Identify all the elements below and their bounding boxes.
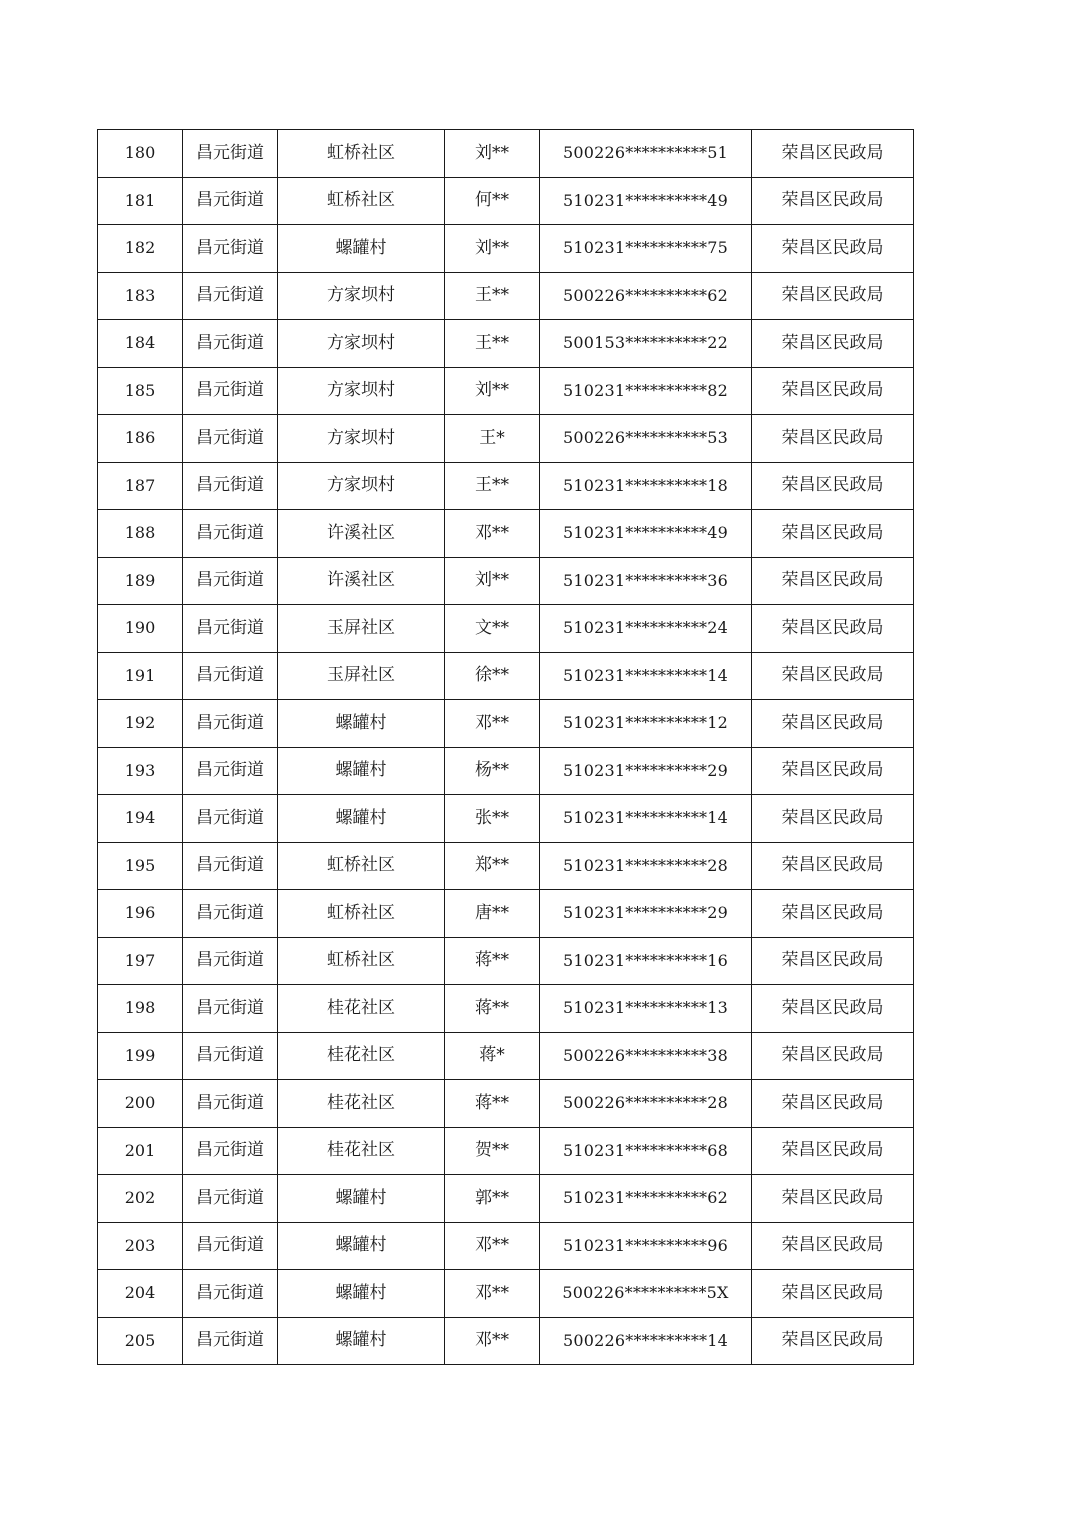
row-number-cell: 189 [98, 557, 183, 605]
person-name-cell: 唐** [445, 890, 540, 938]
community-cell: 方家坝村 [278, 272, 445, 320]
community-cell: 桂花社区 [278, 1080, 445, 1128]
agency-cell: 荣昌区民政局 [752, 1080, 914, 1128]
row-number-cell: 200 [98, 1080, 183, 1128]
person-name-cell: 蒋** [445, 985, 540, 1033]
person-name-cell: 邓** [445, 700, 540, 748]
id-number-cell: 500226**********53 [540, 415, 752, 463]
person-name-cell: 邓** [445, 1222, 540, 1270]
community-cell: 玉屏社区 [278, 652, 445, 700]
table-row [98, 605, 914, 653]
row-number-cell: 183 [98, 272, 183, 320]
community-cell: 桂花社区 [278, 1127, 445, 1175]
community-cell: 螺罐村 [278, 1175, 445, 1223]
row-number-cell: 202 [98, 1175, 183, 1223]
street-cell: 昌元街道 [183, 1317, 278, 1365]
community-cell: 桂花社区 [278, 1032, 445, 1080]
street-cell: 昌元街道 [183, 652, 278, 700]
street-cell: 昌元街道 [183, 557, 278, 605]
community-cell: 虹桥社区 [278, 177, 445, 225]
street-cell: 昌元街道 [183, 1032, 278, 1080]
street-cell: 昌元街道 [183, 937, 278, 985]
table-row [98, 130, 914, 178]
community-cell: 虹桥社区 [278, 890, 445, 938]
row-number-cell: 195 [98, 842, 183, 890]
agency-cell: 荣昌区民政局 [752, 415, 914, 463]
id-number-cell: 500226**********5X [540, 1270, 752, 1318]
community-cell: 螺罐村 [278, 795, 445, 843]
person-name-cell: 蒋** [445, 937, 540, 985]
row-number-cell: 199 [98, 1032, 183, 1080]
community-cell: 螺罐村 [278, 700, 445, 748]
street-cell: 昌元街道 [183, 795, 278, 843]
street-cell: 昌元街道 [183, 700, 278, 748]
table-row [98, 367, 914, 415]
person-name-cell: 徐** [445, 652, 540, 700]
community-cell: 虹桥社区 [278, 130, 445, 178]
street-cell: 昌元街道 [183, 1127, 278, 1175]
street-cell: 昌元街道 [183, 177, 278, 225]
agency-cell: 荣昌区民政局 [752, 225, 914, 273]
street-cell: 昌元街道 [183, 747, 278, 795]
person-name-cell: 刘** [445, 225, 540, 273]
person-name-cell: 邓** [445, 1270, 540, 1318]
person-name-cell: 文** [445, 605, 540, 653]
row-number-cell: 198 [98, 985, 183, 1033]
person-name-cell: 郑** [445, 842, 540, 890]
agency-cell: 荣昌区民政局 [752, 462, 914, 510]
community-cell: 方家坝村 [278, 320, 445, 368]
street-cell: 昌元街道 [183, 320, 278, 368]
street-cell: 昌元街道 [183, 890, 278, 938]
id-number-cell: 510231**********49 [540, 177, 752, 225]
agency-cell: 荣昌区民政局 [752, 985, 914, 1033]
street-cell: 昌元街道 [183, 225, 278, 273]
table-row [98, 225, 914, 273]
street-cell: 昌元街道 [183, 367, 278, 415]
row-number-cell: 197 [98, 937, 183, 985]
street-cell: 昌元街道 [183, 272, 278, 320]
agency-cell: 荣昌区民政局 [752, 510, 914, 558]
id-number-cell: 500226**********38 [540, 1032, 752, 1080]
id-number-cell: 510231**********68 [540, 1127, 752, 1175]
id-number-cell: 500153**********22 [540, 320, 752, 368]
street-cell: 昌元街道 [183, 415, 278, 463]
agency-cell: 荣昌区民政局 [752, 557, 914, 605]
agency-cell: 荣昌区民政局 [752, 130, 914, 178]
row-number-cell: 180 [98, 130, 183, 178]
id-number-cell: 510231**********13 [540, 985, 752, 1033]
table-row [98, 272, 914, 320]
agency-cell: 荣昌区民政局 [752, 1317, 914, 1365]
table-row [98, 937, 914, 985]
agency-cell: 荣昌区民政局 [752, 652, 914, 700]
row-number-cell: 193 [98, 747, 183, 795]
person-name-cell: 杨** [445, 747, 540, 795]
table-row [98, 842, 914, 890]
id-number-cell: 500226**********14 [540, 1317, 752, 1365]
agency-cell: 荣昌区民政局 [752, 177, 914, 225]
person-name-cell: 张** [445, 795, 540, 843]
agency-cell: 荣昌区民政局 [752, 937, 914, 985]
agency-cell: 荣昌区民政局 [752, 605, 914, 653]
table-row [98, 1317, 914, 1365]
table-row [98, 415, 914, 463]
agency-cell: 荣昌区民政局 [752, 1270, 914, 1318]
row-number-cell: 181 [98, 177, 183, 225]
person-name-cell: 王* [445, 415, 540, 463]
table-row [98, 795, 914, 843]
community-cell: 虹桥社区 [278, 842, 445, 890]
id-number-cell: 510231**********36 [540, 557, 752, 605]
id-number-cell: 510231**********24 [540, 605, 752, 653]
id-number-cell: 500226**********51 [540, 130, 752, 178]
community-cell: 方家坝村 [278, 462, 445, 510]
id-number-cell: 510231**********49 [540, 510, 752, 558]
id-number-cell: 510231**********16 [540, 937, 752, 985]
row-number-cell: 192 [98, 700, 183, 748]
person-name-cell: 刘** [445, 130, 540, 178]
community-cell: 螺罐村 [278, 1317, 445, 1365]
id-number-cell: 510231**********62 [540, 1175, 752, 1223]
street-cell: 昌元街道 [183, 1222, 278, 1270]
community-cell: 方家坝村 [278, 415, 445, 463]
table-row [98, 985, 914, 1033]
person-name-cell: 王** [445, 272, 540, 320]
id-number-cell: 510231**********75 [540, 225, 752, 273]
row-number-cell: 184 [98, 320, 183, 368]
street-cell: 昌元街道 [183, 510, 278, 558]
person-name-cell: 刘** [445, 557, 540, 605]
agency-cell: 荣昌区民政局 [752, 367, 914, 415]
agency-cell: 荣昌区民政局 [752, 700, 914, 748]
row-number-cell: 194 [98, 795, 183, 843]
records-table [97, 129, 914, 1365]
person-name-cell: 刘** [445, 367, 540, 415]
agency-cell: 荣昌区民政局 [752, 1222, 914, 1270]
table-row [98, 747, 914, 795]
person-name-cell: 蒋** [445, 1080, 540, 1128]
community-cell: 螺罐村 [278, 747, 445, 795]
community-cell: 螺罐村 [278, 1222, 445, 1270]
table-row [98, 1080, 914, 1128]
row-number-cell: 201 [98, 1127, 183, 1175]
community-cell: 螺罐村 [278, 225, 445, 273]
community-cell: 许溪社区 [278, 510, 445, 558]
person-name-cell: 贺** [445, 1127, 540, 1175]
id-number-cell: 510231**********12 [540, 700, 752, 748]
person-name-cell: 郭** [445, 1175, 540, 1223]
row-number-cell: 188 [98, 510, 183, 558]
street-cell: 昌元街道 [183, 842, 278, 890]
row-number-cell: 205 [98, 1317, 183, 1365]
row-number-cell: 191 [98, 652, 183, 700]
street-cell: 昌元街道 [183, 1270, 278, 1318]
table-row [98, 1222, 914, 1270]
community-cell: 螺罐村 [278, 1270, 445, 1318]
row-number-cell: 187 [98, 462, 183, 510]
id-number-cell: 510231**********28 [540, 842, 752, 890]
street-cell: 昌元街道 [183, 130, 278, 178]
id-number-cell: 500226**********28 [540, 1080, 752, 1128]
row-number-cell: 185 [98, 367, 183, 415]
table-row [98, 1270, 914, 1318]
agency-cell: 荣昌区民政局 [752, 747, 914, 795]
table-row [98, 890, 914, 938]
person-name-cell: 何** [445, 177, 540, 225]
street-cell: 昌元街道 [183, 462, 278, 510]
table-row [98, 1127, 914, 1175]
community-cell: 虹桥社区 [278, 937, 445, 985]
street-cell: 昌元街道 [183, 605, 278, 653]
agency-cell: 荣昌区民政局 [752, 272, 914, 320]
community-cell: 玉屏社区 [278, 605, 445, 653]
street-cell: 昌元街道 [183, 1175, 278, 1223]
community-cell: 桂花社区 [278, 985, 445, 1033]
agency-cell: 荣昌区民政局 [752, 842, 914, 890]
row-number-cell: 182 [98, 225, 183, 273]
table-row [98, 320, 914, 368]
row-number-cell: 190 [98, 605, 183, 653]
agency-cell: 荣昌区民政局 [752, 1175, 914, 1223]
community-cell: 许溪社区 [278, 557, 445, 605]
street-cell: 昌元街道 [183, 985, 278, 1033]
person-name-cell: 邓** [445, 510, 540, 558]
id-number-cell: 510231**********96 [540, 1222, 752, 1270]
agency-cell: 荣昌区民政局 [752, 320, 914, 368]
person-name-cell: 王** [445, 462, 540, 510]
table-row [98, 557, 914, 605]
row-number-cell: 186 [98, 415, 183, 463]
person-name-cell: 蒋* [445, 1032, 540, 1080]
row-number-cell: 196 [98, 890, 183, 938]
agency-cell: 荣昌区民政局 [752, 890, 914, 938]
table-row [98, 510, 914, 558]
person-name-cell: 邓** [445, 1317, 540, 1365]
id-number-cell: 510231**********18 [540, 462, 752, 510]
table-row [98, 462, 914, 510]
agency-cell: 荣昌区民政局 [752, 1127, 914, 1175]
id-number-cell: 510231**********14 [540, 795, 752, 843]
row-number-cell: 204 [98, 1270, 183, 1318]
id-number-cell: 510231**********82 [540, 367, 752, 415]
row-number-cell: 203 [98, 1222, 183, 1270]
table-row [98, 652, 914, 700]
records-table-body [98, 130, 914, 1365]
table-row [98, 177, 914, 225]
id-number-cell: 510231**********14 [540, 652, 752, 700]
agency-cell: 荣昌区民政局 [752, 795, 914, 843]
id-number-cell: 500226**********62 [540, 272, 752, 320]
id-number-cell: 510231**********29 [540, 890, 752, 938]
street-cell: 昌元街道 [183, 1080, 278, 1128]
person-name-cell: 王** [445, 320, 540, 368]
table-row [98, 1175, 914, 1223]
id-number-cell: 510231**********29 [540, 747, 752, 795]
agency-cell: 荣昌区民政局 [752, 1032, 914, 1080]
community-cell: 方家坝村 [278, 367, 445, 415]
table-row [98, 1032, 914, 1080]
table-row [98, 700, 914, 748]
